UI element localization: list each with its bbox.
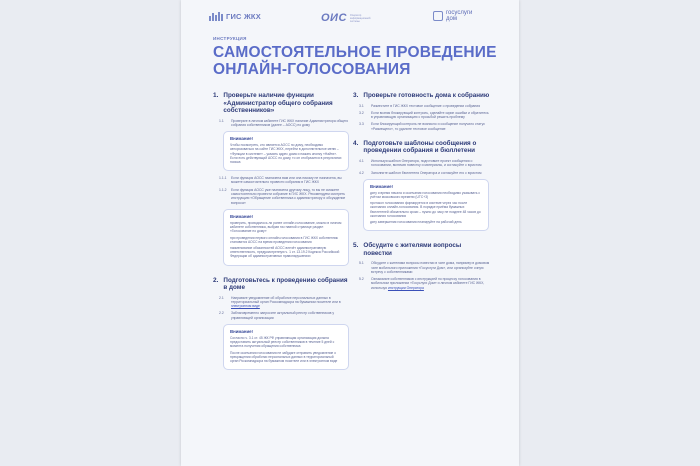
ois-logo-text: ОИС [321,12,347,24]
gis-zhkh-logo-text: ГИС ЖКХ [226,12,261,21]
step-3-3: 3.3 Если блокирующий контроль не возникло и сообщение получило статус «Размещено», то удалите тестовое сообщение [359,122,485,131]
warning-box [223,131,349,171]
operator-instructions-link[interactable]: инструкции Оператора [387,285,424,290]
section-title: Обсудите с жителями вопросы повестки [363,242,462,257]
section-4-header [353,140,491,155]
section-number: 1. [213,92,219,99]
section-title: Подготовьтесь к проведению собрания в доме [223,276,348,292]
warning-bullet: дату завершения голосования планируйте на рабочий день [370,220,462,225]
ois-logo-subtitle: Оператор информационной системы [349,13,371,23]
step-4-1: 4.1 Используя шаблон Оператора, подготовьте проект сообщения о голосовании, включив повестку и материалы, и согласуйте с юристом [359,158,482,168]
warning-bullet: при проведении первого онлайн-голосования в ГИС ЖКХ собственник становится АОСС на время проведения голосования [230,235,338,244]
section-number: 3. [353,92,359,99]
doc-type-tag: ИНСТРУКЦИЯ [213,36,247,41]
section-number: 4. [353,139,359,147]
instruction-page [181,0,519,466]
step-2-1: 2.1 Направьте уведомление об обработке персональных данных в территориальный орган Роскомнадзора на бумажном носителе или в электронном виде [219,295,341,309]
house-icon [433,11,443,21]
gosuslugi-dom-logo [433,10,472,22]
electronic-form-link[interactable]: электронном виде [231,304,260,309]
warning-bullet: протокол голосования формируется в системе через час после окончания онлайн-голосования. В порядке приёма бумажных бюллетеней обязательно сроки – нужно до часу не позднее 48 часов до окончания голосования [370,201,481,218]
section-2-header [213,277,351,292]
step-1-1-1: 1.1.1 Если функция АОСС назначена вам или она никому не назначена, вы можете самостоятельно провести собрания в ГИС ЖКХ [219,176,342,185]
section-5-header [353,242,491,257]
section-title: Проверьте наличие функции «Администратор общего собрания собственников» [223,92,333,114]
right-column [353,92,491,293]
section-1-header [213,92,351,115]
section-title: Проверьте готовность дома к собранию [363,92,490,99]
step-2-2: 2.2 Заблаговременно запросите актуальный реестр собственников у управляющей организации [219,311,335,320]
warning-box [223,324,349,370]
section-3-header [353,92,491,100]
section-title: Подготовьте шаблоны сообщения о проведении собрания и бюллетени [363,139,477,155]
step-3-1: 3.1 Разместите в ГИС ЖКХ тестовое сообщение о проведении собрания [359,103,481,108]
warning-bullet: После окончания голосования не забудьте отправить уведомление о прекращении обработки персональных данных в территориальный орган Роскомнадзора на бумажном носителе или в электронном виде [230,350,338,364]
step-5-1: 5.1 Обсудите с жителями вопросы повестки в чате дома, например в домовом чате мобильного приложения «Госуслуги Дом», или организуйте очную встречу с собственниками [359,261,490,274]
warning-heading: Внимание! [230,136,253,142]
gosuslugi-dom-text: госуслуги дом [446,10,473,22]
left-column [213,92,351,375]
warning-box [223,209,349,266]
header [181,0,519,30]
gis-zhkh-logo [209,12,261,21]
step-1-1: 1.1 Проверьте в личном кабинете ГИС ЖКХ наличие Администратора общего собрания собственников (далее – АОСС) по дому [219,118,349,127]
warning-heading: Внимание! [370,183,393,189]
step-4-2: 4.2 Заполните шаблон бюллетеня Оператора и согласуйте его с юристом [359,170,482,175]
warning-bullet: наименование обязанностей АОСС влечёт административную ответственность, предусмотренную ч. 1 ст. 13.19.2 Кодекса Российской Федерации об административных правонарушениях [230,245,340,259]
step-5-2: 5.2 Ознакомьте собственников с инструкцией по процессу голосования в мобильном приложении «Госуслуги Дом» и личном кабинете ГИС ЖКХ, используя инструкции Оператора [359,277,485,290]
warning-bullet: проверить, проводилось ли ранее онлайн-голосование, можно в личном кабинете собственника, выбрав на главной странице раздел «Голосование по дому» [230,220,342,234]
ois-logo [321,12,372,24]
step-3-2: 3.2 Если возник блокирующий контроль, сделайте скрин ошибки и обратитесь в управляющую организацию с просьбой решить проблему [359,110,489,120]
step-1-1-2: 1.1.2 Если функция АОСС уже назначена другому лицу, то вы не сможете самостоятельно провести собрание в ГИС ЖКХ. Рекомендуем смотреть инструкцию «Обращение собственника к администратору и обсуждение вопроса» [219,187,346,205]
warning-bullet: Согласно ч. 3.1 ст. 45 ЖК РФ управляющая организация должна предоставить актуальный реестр собственников в течение 5 дней с момента получения обращения собственника [230,336,335,349]
section-number: 2. [213,276,219,284]
warning-box [363,179,489,231]
section-number: 5. [353,242,359,250]
warning-text: Чтобы посмотреть, кто является АОСС по дому, необходимо авторизоваться на сайте ГИС ЖКХ, перейти в дополнительное меню – «Функции в системе» – указать адрес дома и нажать кнопку «Найти». Если есть действующий АОСС по дому, то он отобразится в результатах поиска [230,143,342,164]
warning-heading: Внимание! [230,329,253,334]
bars-icon [209,12,223,21]
warning-bullet: дату и время начала и окончания голосования необходимо указывать с учётом московского времени (UTC+3) [370,190,481,200]
warning-heading: Внимание! [230,213,253,219]
page-title: САМОСТОЯТЕЛЬНОЕ ПРОВЕДЕНИЕ ОНЛАЙН-ГОЛОСОВАНИЯ [213,44,497,78]
